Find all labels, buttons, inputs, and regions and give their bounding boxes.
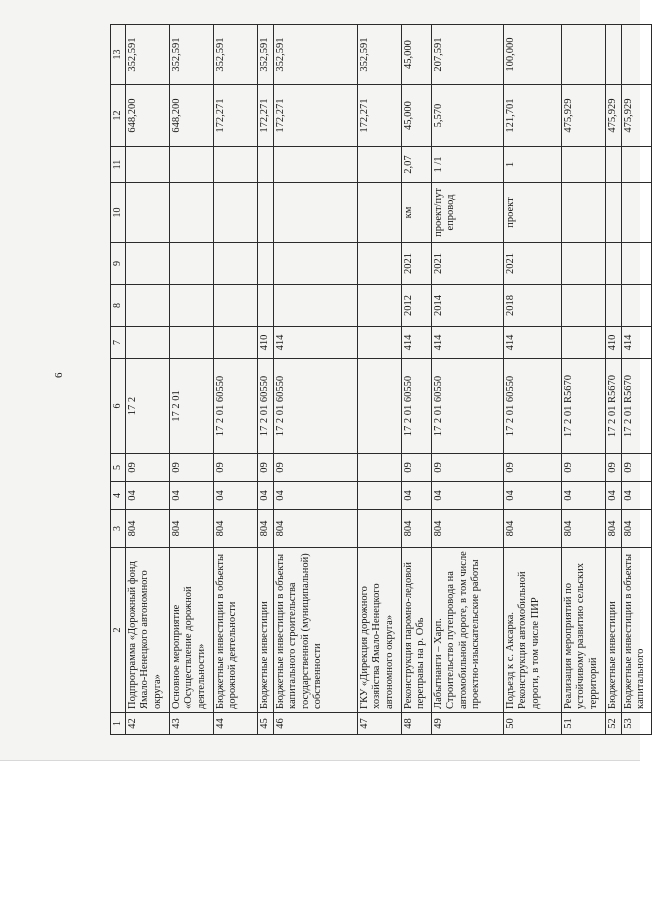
column-header: 11 — [111, 147, 126, 183]
table-cell: 46 — [274, 713, 358, 735]
table-cell: 04 — [562, 482, 606, 510]
table-cell: 17 2 01 R5670 — [622, 359, 652, 454]
table-cell: 410 — [606, 327, 622, 359]
table-cell — [214, 243, 258, 285]
table-cell: 414 — [402, 327, 432, 359]
table-cell — [214, 285, 258, 327]
table-cell: 410 — [258, 327, 274, 359]
table-cell: 172,271 — [214, 85, 258, 147]
table-cell: 53 — [622, 713, 652, 735]
table-cell — [562, 183, 606, 243]
table-cell: 648,200 — [170, 85, 214, 147]
table-cell: 17 2 01 R5670 — [562, 359, 606, 454]
table-cell — [606, 183, 622, 243]
column-header: 10 — [111, 183, 126, 243]
table-cell: 48 — [402, 713, 432, 735]
table-row — [126, 25, 170, 735]
table-cell — [622, 25, 652, 85]
table-cell: 2012 — [402, 285, 432, 327]
table-cell: Реализация мероприятий по устойчивому развитию сельских территорий — [562, 548, 606, 713]
table-cell: 09 — [504, 454, 562, 482]
table-cell: 45 — [258, 713, 274, 735]
table-cell — [358, 454, 402, 482]
table-cell: Бюджетные инвестиции — [606, 548, 622, 713]
table-cell: 04 — [126, 482, 170, 510]
table-row — [214, 25, 258, 735]
table-cell: ГКУ «Дирекция дорожного хозяйства Ямало-Ненецкого автономного округа» — [358, 548, 402, 713]
table-cell — [622, 285, 652, 327]
table-cell — [622, 147, 652, 183]
table-cell — [606, 147, 622, 183]
table-cell: 804 — [402, 510, 432, 548]
table-cell: Основное мероприятие «Осуществление дорожной деятельности» — [170, 548, 214, 713]
table-cell — [562, 147, 606, 183]
table-cell: 04 — [274, 482, 358, 510]
table-cell: 804 — [432, 510, 504, 548]
table-cell — [126, 147, 170, 183]
table-cell: 804 — [170, 510, 214, 548]
table-cell — [126, 285, 170, 327]
column-header: 2 — [111, 548, 126, 713]
table-cell: 804 — [606, 510, 622, 548]
table-cell: 09 — [170, 454, 214, 482]
table-row — [622, 25, 652, 735]
table-cell — [562, 25, 606, 85]
table-cell — [170, 183, 214, 243]
table-cell: 09 — [126, 454, 170, 482]
table-cell: 804 — [622, 510, 652, 548]
table-row — [402, 25, 432, 735]
table-cell: 17 2 01 60550 — [402, 359, 432, 454]
table-cell: 2014 — [432, 285, 504, 327]
table-cell: 09 — [214, 454, 258, 482]
table-cell: 17 2 — [126, 359, 170, 454]
table-cell: 04 — [214, 482, 258, 510]
table-cell: 09 — [622, 454, 652, 482]
table-cell — [258, 147, 274, 183]
table-cell — [358, 482, 402, 510]
table-cell: 04 — [170, 482, 214, 510]
table-cell: 04 — [622, 482, 652, 510]
column-header: 1 — [111, 713, 126, 735]
table-cell: 5,570 — [432, 85, 504, 147]
table-cell: 1 — [504, 147, 562, 183]
table-row — [274, 25, 358, 735]
table-cell — [170, 285, 214, 327]
table-container — [110, 25, 647, 735]
table-cell: 49 — [432, 713, 504, 735]
table-cell: 475,929 — [622, 85, 652, 147]
table-cell: 50 — [504, 713, 562, 735]
table-cell: 172,271 — [358, 85, 402, 147]
table-cell: 17 2 01 60550 — [274, 359, 358, 454]
table-cell: 17 2 01 60550 — [214, 359, 258, 454]
table-cell — [562, 285, 606, 327]
table-cell: 172,271 — [274, 85, 358, 147]
column-header: 4 — [111, 482, 126, 510]
table-cell — [170, 147, 214, 183]
column-header: 13 — [111, 25, 126, 85]
table-cell: 100,000 — [504, 25, 562, 85]
table-cell — [126, 327, 170, 359]
table-cell: 47 — [358, 713, 402, 735]
table-cell: 352,591 — [126, 25, 170, 85]
column-header: 6 — [111, 359, 126, 454]
column-header: 7 — [111, 327, 126, 359]
table-cell — [126, 183, 170, 243]
table-cell — [358, 147, 402, 183]
table-cell: Бюджетные инвестиции в объекты капитального строительства государственной (муниципальной) собственности — [274, 548, 358, 713]
table-cell: 121,701 — [504, 85, 562, 147]
table-cell — [274, 243, 358, 285]
table-cell: 2018 — [504, 285, 562, 327]
table-row — [504, 25, 562, 735]
table-cell: Подпрограмма «Дорожный фонд Ямало-Ненецкого автономного округа» — [126, 548, 170, 713]
column-header: 5 — [111, 454, 126, 482]
table-cell — [358, 359, 402, 454]
table-cell: 42 — [126, 713, 170, 735]
table-cell: 2,07 — [402, 147, 432, 183]
table-cell: км — [402, 183, 432, 243]
table-cell: 04 — [258, 482, 274, 510]
table-cell: Бюджетные инвестиции в объекты дорожной деятельности — [214, 548, 258, 713]
table-cell: 1 /1 — [432, 147, 504, 183]
table-cell: 17 2 01 60550 — [432, 359, 504, 454]
table-cell: 04 — [606, 482, 622, 510]
table-cell: 09 — [258, 454, 274, 482]
table-cell: Реконструкция паромно-ледовой переправы на р. Обь — [402, 548, 432, 713]
table-cell — [274, 147, 358, 183]
table-cell: 475,929 — [606, 85, 622, 147]
table-cell: 04 — [432, 482, 504, 510]
table-cell — [214, 327, 258, 359]
table-cell — [214, 147, 258, 183]
table-cell: 04 — [402, 482, 432, 510]
table-cell: 43 — [170, 713, 214, 735]
column-header: 9 — [111, 243, 126, 285]
budget-table — [110, 24, 652, 735]
table-cell: 45,000 — [402, 25, 432, 85]
table-cell — [358, 510, 402, 548]
table-row — [170, 25, 214, 735]
table-cell: проект — [504, 183, 562, 243]
table-row — [358, 25, 402, 735]
table-cell: Подъезд к с. Аксарка. Реконструкция автомобильной дороги, в том числе ПИР — [504, 548, 562, 713]
table-cell: 414 — [432, 327, 504, 359]
table-cell: 2021 — [402, 243, 432, 285]
table-cell: 45,000 — [402, 85, 432, 147]
table-cell — [562, 327, 606, 359]
table-cell: 09 — [432, 454, 504, 482]
table-cell — [170, 327, 214, 359]
table-cell — [258, 243, 274, 285]
table-cell — [562, 243, 606, 285]
table-cell: 09 — [606, 454, 622, 482]
table-cell: 804 — [258, 510, 274, 548]
table-cell: 09 — [562, 454, 606, 482]
table-row — [562, 25, 606, 735]
column-header: 12 — [111, 85, 126, 147]
table-cell — [258, 285, 274, 327]
table-cell: 2021 — [504, 243, 562, 285]
page-number: 6 — [53, 372, 65, 378]
table-cell: 51 — [562, 713, 606, 735]
table-cell: 04 — [504, 482, 562, 510]
column-header: 8 — [111, 285, 126, 327]
table-cell — [606, 285, 622, 327]
table-row — [606, 25, 622, 735]
table-cell — [358, 285, 402, 327]
table-cell: 09 — [402, 454, 432, 482]
table-row — [258, 25, 274, 735]
table-cell: 2021 — [432, 243, 504, 285]
table-cell: 52 — [606, 713, 622, 735]
table-cell: 414 — [274, 327, 358, 359]
table-cell — [358, 243, 402, 285]
table-cell: проект/пут епровод — [432, 183, 504, 243]
table-cell: 17 2 01 R5670 — [606, 359, 622, 454]
table-cell: 172,271 — [258, 85, 274, 147]
table-cell: 414 — [504, 327, 562, 359]
table-cell: 804 — [214, 510, 258, 548]
table-cell: Бюджетные инвестиции в объекты капитального — [622, 548, 652, 713]
table-cell: 17 2 01 — [170, 359, 214, 454]
table-cell: 352,591 — [214, 25, 258, 85]
header-row — [111, 25, 126, 735]
table-cell: 352,591 — [170, 25, 214, 85]
table-cell: Лабытнанги – Харп. Строительство путепровода на автомобильной дороге, в том числе проектно-изыскательские работы — [432, 548, 504, 713]
table-cell — [606, 25, 622, 85]
table-cell — [258, 183, 274, 243]
table-cell: 648,200 — [126, 85, 170, 147]
table-cell: 352,591 — [258, 25, 274, 85]
table-cell — [170, 243, 214, 285]
table-cell: 475,929 — [562, 85, 606, 147]
table-cell: 44 — [214, 713, 258, 735]
table-cell: 804 — [274, 510, 358, 548]
table-cell: 207,591 — [432, 25, 504, 85]
table-cell: 804 — [126, 510, 170, 548]
table-cell — [358, 327, 402, 359]
table-cell: 804 — [504, 510, 562, 548]
table-cell: 17 2 01 60550 — [258, 359, 274, 454]
table-cell: 352,591 — [358, 25, 402, 85]
table-cell: Бюджетные инвестиции — [258, 548, 274, 713]
table-cell: 352,591 — [274, 25, 358, 85]
table-cell: 414 — [622, 327, 652, 359]
table-cell: 09 — [274, 454, 358, 482]
column-header: 3 — [111, 510, 126, 548]
table-cell — [606, 243, 622, 285]
table-cell — [274, 183, 358, 243]
table-cell — [274, 285, 358, 327]
table-row — [432, 25, 504, 735]
table-cell — [126, 243, 170, 285]
table-cell: 804 — [562, 510, 606, 548]
table-cell: 17 2 01 60550 — [504, 359, 562, 454]
table-cell — [358, 183, 402, 243]
table-cell — [214, 183, 258, 243]
table-cell — [622, 183, 652, 243]
table-cell — [622, 243, 652, 285]
